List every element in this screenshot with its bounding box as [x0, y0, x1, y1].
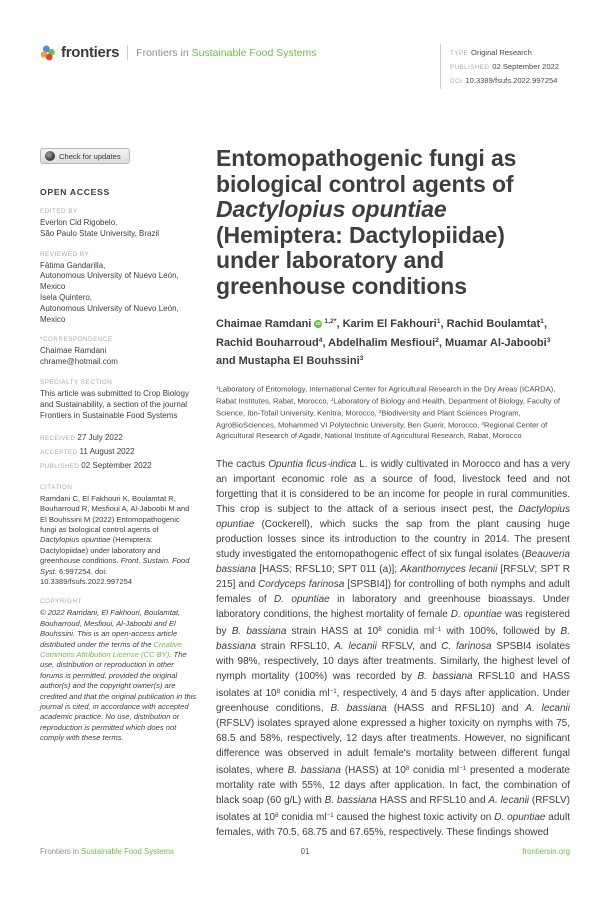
- reviewer-name: Isela Quintero,: [40, 292, 93, 302]
- citation-block: [40, 483, 198, 588]
- received-row: [40, 431, 198, 445]
- article-main: [216, 146, 570, 840]
- authors-line: [216, 314, 570, 370]
- reviewed-by-block: [40, 250, 198, 326]
- specialty-section-text: This article was submitted to Crop Biology and Sustainability, a section of the journal Frontiers in Sustainable Food Systems: [40, 388, 189, 420]
- reviewer-affiliation: Autonomous University of Nuevo León, Mexico: [40, 271, 179, 292]
- edited-by-block: [40, 207, 198, 240]
- author-separator: and: [216, 355, 239, 367]
- journal-prefix: Frontiers in: [136, 46, 189, 59]
- reviewed-by-label: REVIEWED BY: [40, 250, 90, 258]
- author-affiliation-sup: 3: [546, 336, 551, 344]
- journal-title: [136, 47, 316, 59]
- author-name: Abdelhalim Mesfioui: [328, 336, 436, 349]
- footer-journal-prefix: Frontiers in: [40, 847, 79, 856]
- dates-block: [40, 431, 198, 472]
- author-separator: ,: [438, 336, 446, 349]
- brand-name: frontiers: [61, 44, 120, 61]
- author-separator: ,: [543, 318, 547, 330]
- author-separator: ,: [440, 318, 447, 330]
- published-row: [40, 459, 198, 473]
- editor-affiliation: São Paulo State University, Brazil: [40, 228, 160, 238]
- article-meta-block: [440, 44, 572, 89]
- cc-by-license-link[interactable]: Creative Commons Attribution License (CC BY): [40, 639, 182, 660]
- meta-type-value: Original Research: [471, 48, 532, 57]
- correspondence-email-link[interactable]: chrame@hotmail.com: [40, 357, 118, 367]
- correspondence-name: Chaimae Ramdani: [40, 346, 107, 356]
- check-for-updates-button[interactable]: [40, 148, 130, 164]
- page-header: [40, 44, 572, 89]
- page-footer: [40, 847, 570, 856]
- copyright-block: [40, 597, 198, 743]
- affiliations-text: $^1$Laboratory of Entomology, International Center for Agricultural Research in the Dry Areas (ICARDA), Rabat Institutes, Rabat, Morocco, $^2$Laboratory of Biology and Health, Department of Biology, Faculty of Science, Ibn-Tofail University, Kenitra, Morocco, $^3$Biodiversity and Plant Sciences Program, AgroBioSciences, Mohammed VI Polytechnic University, Ben Guerir, Morocco, $^4$Regional Center of Agricultural Research of Agadir, National Institute of Agricultural Research, Rabat, Morocco: [216, 383, 560, 441]
- citation-label: CITATION: [40, 483, 73, 491]
- page-number: 01: [300, 847, 310, 856]
- orcid-icon[interactable]: iD: [316, 321, 321, 326]
- meta-published-row: [450, 59, 572, 73]
- footer-journal-name-link[interactable]: Sustainable Food Systems: [81, 847, 174, 856]
- received-date: 27 July 2022: [77, 433, 123, 443]
- author-affiliation-sup: 2: [435, 336, 439, 344]
- meta-published-label: PUBLISHED: [450, 64, 490, 71]
- footer-journal: [40, 847, 217, 856]
- meta-doi-row: [450, 73, 572, 87]
- edited-by-label: EDITED BY: [40, 208, 78, 215]
- crossmark-icon: [45, 151, 55, 161]
- citation-text: Ramdani C, El Fakhouri K, Boulamtat R, Bouharroud R, Mesfioui A, Al-Jaboobi M and El Bouhssini M (2022) Entomopathogenic fungi as biological control agents of Dactylopius opuntiae (Hemiptera: Dactylopiidae) under laboratory and greenhouse conditions. Front. Sustain. Food Syst. 6:997254. doi: 10.3389/fsufs.2022.997254: [40, 493, 190, 586]
- sidebar: [40, 148, 198, 744]
- author-affiliation-sup: 4: [318, 336, 323, 344]
- correspondence-block: [40, 335, 198, 368]
- article-title: Entomopathogenic fungi as biological control agents of Dactylopius opuntiae (Hemiptera: Dactylopiidae) under laboratory and greenhouse conditions: [216, 145, 517, 299]
- received-label: RECEIVED: [40, 435, 76, 443]
- frontiers-logo-icon: [40, 45, 56, 61]
- specialty-section-label: SPECIALTY SECTION: [40, 378, 113, 386]
- reviewer-name: Fátima Gandarilla,: [40, 260, 106, 270]
- author-name: Rachid Boulamtat: [446, 318, 541, 330]
- author-separator: ,: [322, 336, 329, 349]
- copyright-label: COPYRIGHT: [40, 598, 82, 606]
- published-date: 02 September 2022: [81, 460, 152, 470]
- editor-name: Everlon Cid Rigobelo,: [40, 218, 118, 227]
- accepted-label: ACCEPTED: [40, 449, 78, 457]
- accepted-row: [40, 445, 198, 459]
- abstract-text: The cactus Opuntia ficus-indica L. is widly cultivated in Morocco and has a very an important economic role as a source of food, livestock feed and not forgetting that it is considered to be an income for people in rural communities. This crop is subject to the attack of a serious insect pest, the Dactylopius opuntiae (Cockerell), which sucks the sap from the plant causing huge production losses since its introduction to the country in 2014. The present study investigated the entomopathogenic effect of six fungal isolates (Beauveria bassiana [HASS; RFSL10; SPT 011 (a)]; Akanthomyces lecanii [RFSLV; SPT R 215] and Cordyceps farinosa [SPSBI4]) for controlling of both nymphs and adult females of D. opuntiae in laboratory and greenhouse bioassays. Under laboratory conditions, the highest mortality of female D. opuntiae was registered by B. bassiana strain HASS at $10^8$ conidia $ml^{-1}$ with 100%, followed by B. bassiana strain RFSL10, A. lecanii RFSLV, and C. farinosa SPSBI4 isolates with 98%, respectively, 10 days after treatments. Similarly, the highest level of nymph mortality (100%) was recorded by B. bassiana RFSL10 and HASS isolates at $10^8$ conidia $ml^{-1}$, respectively, 4 and 5 days after application. Under greenhouse conditions, B. bassiana (HASS and RFSL10) and A. lecanii (RFSLV) isolates sprayed alone expressed a higher toxicity on nymphs with 75, 68.5 and 58%, respectively, 12 days after treatments. However, no significant difference was observed in adult female's mortality between different fungal isolates, where B. bassiana (HASS) at $10^8$ conidia $ml^{-1}$ presented a moderate mortality rate with 55%, 12 days after application. In fact, the combination of black soap (60 g/L) with B. bassiana HASS and RFSL10 and A. lecanii (RFSLV) isolates at $10^8$ conidia $ml^{-1}$ caused the highest toxic activity on D. opuntiae adult females, with 70.5, 68.75 and 67.65%, respectively. These findings showed: [216, 458, 571, 839]
- copyright-text: © 2022 Ramdani, El Fakhouri, Boulamtat, Bouharroud, Mesfioui, Al-Jaboobi and El Bouhssini. This is an open-access article distributed under the terms of the Creative Commons Attribution License (CC BY). The use, distribution or reproduction in other forums is permitted, provided the original author(s) and the copyright owner(s) are credited and that the original publication in this journal is cited, in accordance with accepted academic practice. No use, distribution or reproduction is permitted which does not comply with these terms.: [40, 608, 197, 743]
- frontiersin-org-link[interactable]: frontiersin.org: [522, 847, 571, 856]
- specialty-section-block: [40, 378, 198, 421]
- check-for-updates-label: Check for updates: [59, 151, 121, 161]
- frontiers-brand: [40, 44, 317, 61]
- author-affiliation-sup: 3: [359, 355, 364, 362]
- author-name: Mustapha El Bouhssini: [238, 355, 360, 367]
- meta-doi-value[interactable]: 10.3389/fsufs.2022.997254: [465, 76, 558, 85]
- author-affiliation-sup: 1: [540, 318, 544, 325]
- meta-doi-label: DOI: [450, 78, 463, 85]
- meta-type-row: [450, 45, 572, 59]
- reviewer-affiliation: Autonomous University of Nuevo León, Mexico: [40, 303, 179, 324]
- published-label: PUBLISHED: [40, 462, 80, 470]
- author-separator: ,: [336, 318, 343, 330]
- correspondence-label: *CORRESPONDENCE: [40, 336, 113, 344]
- meta-type-label: TYPE: [450, 50, 469, 57]
- author-affiliation-sup: 1: [436, 318, 441, 325]
- author-name: Muamar Al-Jaboobi: [445, 336, 547, 349]
- accepted-date: 11 August 2022: [79, 447, 135, 457]
- author-affiliation-sup: 1,2*: [324, 318, 337, 325]
- author-name: Rachid Bouharroud: [216, 336, 319, 349]
- author-name: Karim El Fakhouri: [342, 318, 437, 330]
- journal-name-link[interactable]: Sustainable Food Systems: [191, 46, 317, 59]
- meta-published-value: 02 September 2022: [492, 62, 560, 71]
- open-access-label: OPEN ACCESS: [40, 187, 110, 197]
- author-name: Chaimae Ramdani: [216, 318, 312, 330]
- header-divider: [127, 45, 128, 60]
